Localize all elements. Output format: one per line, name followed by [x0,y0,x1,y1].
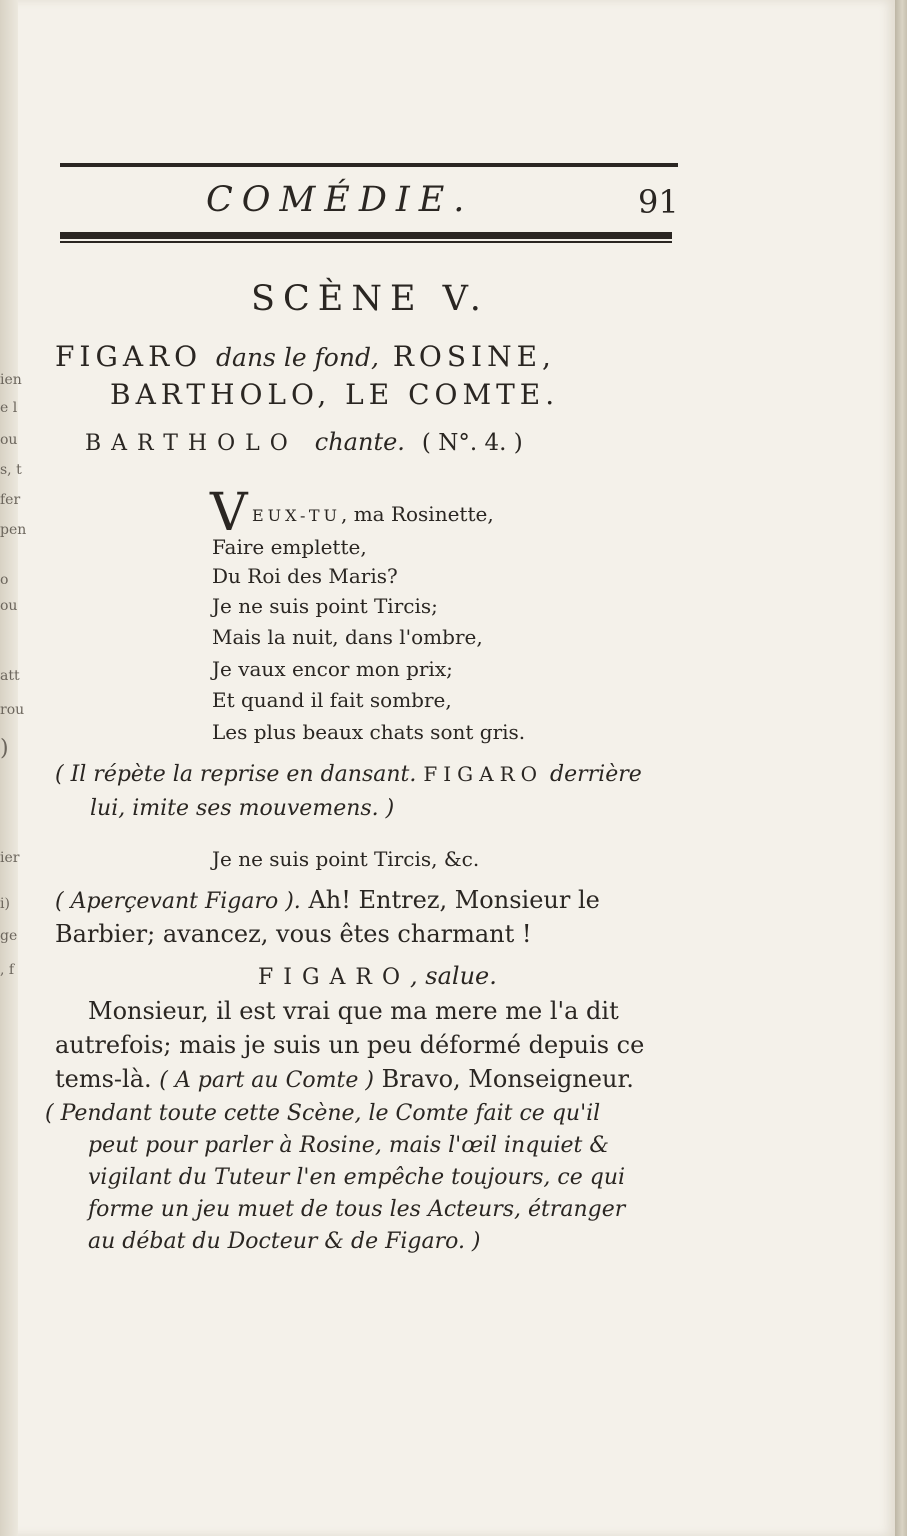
stage-direction-2-line: ( Pendant toute cette Scène, le Comte fait ce qu'il [45,1101,601,1126]
speaker-name: FIGARO [258,965,411,990]
margin-fragment: ou [0,598,18,614]
margin-fragment: ge [0,928,18,944]
margin-fragment: rou [0,702,25,718]
stage-direction-1-line-2: lui, imite ses mouvemens. ) [90,796,395,821]
speaker-heading-bartholo [85,428,523,456]
margin-fragment: ien [0,372,22,388]
speaker-direction: chante. [314,428,405,456]
stage-direction-2-line: forme un jeu muet de tous les Acteurs, étranger [88,1197,626,1222]
cast-names-a: FIGARO [55,340,203,373]
speech-line: autrefois; mais je suis un peu déformé depuis ce [55,1031,645,1059]
stage-text: derrière [550,762,642,787]
song-line: Les plus beaux chats sont gris. [212,720,526,744]
song-line: Je ne suis point Tircis; [212,594,438,618]
speaker-direction: , salue. [410,962,497,990]
cast-line-2: BARTHOLO, LE COMTE. [110,378,560,411]
stage-direction-2-line: au débat du Docteur & de Figaro. ) [88,1229,481,1254]
speech-direction: ( Aperçevant Figaro ). [55,889,301,914]
header-rule-top [60,163,678,167]
speech-text: Bravo, Monseigneur. [381,1065,634,1093]
stage-text: ( Il répète la reprise en dansant. [55,762,417,787]
stage-direction-2-line: vigilant du Tuteur l'en empêche toujours, ce qui [88,1165,626,1190]
song-line-first [252,502,494,526]
margin-fragment: , f [0,962,15,978]
stage-direction-2-line: peut pour parler à Rosine, mais l'œil inquiet & [88,1133,609,1158]
cast-line-1 [55,340,556,373]
facing-page-strip [0,0,27,1536]
speech-text: tems-là. [55,1065,152,1093]
margin-fragment: o [0,572,9,588]
margin-fragment: ier [0,850,20,866]
running-head: COMÉDIE. [206,180,474,220]
drop-cap: V [210,483,248,543]
page-edge [895,0,907,1536]
song-line: Du Roi des Maris? [212,564,398,588]
scene-title: SCÈNE V. [251,279,489,319]
speech-line [55,1065,634,1093]
margin-fragment: att [0,668,20,684]
margin-fragment: ) [0,736,9,761]
cast-names-b: ROSINE, [392,340,556,373]
margin-fragment: i) [0,896,10,912]
stage-name: FIGARO [423,762,544,786]
song-line: Mais la nuit, dans l'ombre, [212,625,483,649]
speaker-name: BARTHOLO [85,431,298,456]
song-first-rest: , ma Rosinette, [340,502,494,526]
song-first-caps: EUX-TU [252,506,341,525]
stage-direction-1 [55,762,642,787]
song-line: Je vaux encor mon prix; [212,657,453,681]
margin-fragment: e l [0,400,18,416]
margin-fragment: pen [0,522,27,538]
song-line: Faire emplette, [212,535,367,559]
refrain-line: Je ne suis point Tircis, &c. [212,847,480,871]
song-number: ( N°. 4. ) [421,430,523,456]
margin-fragment: ou [0,432,18,448]
speaker-heading-figaro [258,962,497,990]
page-number: 91 [638,183,679,221]
speech-line: Barbier; avancez, vous êtes charmant ! [55,920,532,948]
speech-text: Ah! Entrez, Monsieur le [308,886,600,914]
song-line: Et quand il fait sombre, [212,688,452,712]
header-rule-bottom [60,232,672,239]
cast-direction: dans le fond, [216,343,379,372]
speech-direction: ( A part au Comte ) [159,1068,374,1093]
margin-fragment: fer [0,492,21,508]
speech-line: Monsieur, il est vrai que ma mere me l'a dit [88,997,619,1025]
margin-fragment: s, t [0,462,22,478]
speech-line [55,886,600,914]
